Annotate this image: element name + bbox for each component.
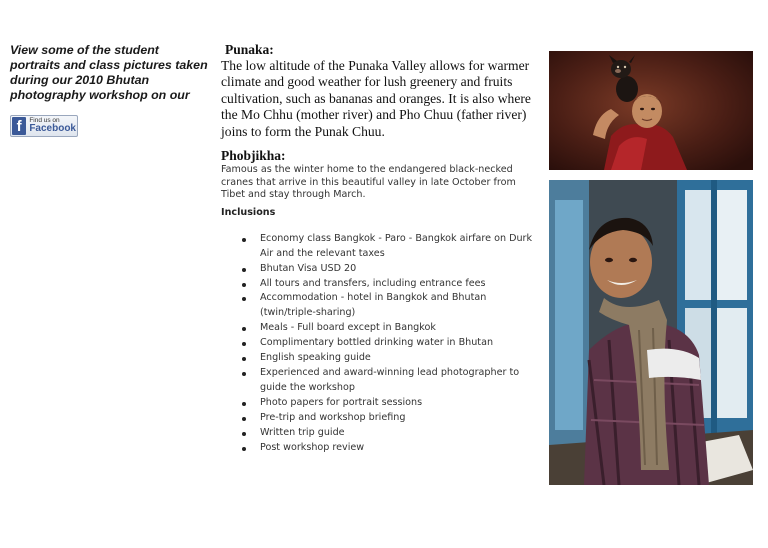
- list-item: Post workshop review: [221, 441, 541, 456]
- list-item: Economy class Bangkok - Paro - Bangkok airfare on Durk Air and the relevant taxes: [221, 232, 541, 262]
- list-item: Experienced and award-winning lead photographer to guide the workshop: [221, 366, 541, 396]
- list-item: Photo papers for portrait sessions: [221, 396, 541, 411]
- student-by-window-photo: [549, 180, 753, 485]
- facebook-f-icon: f: [12, 117, 26, 135]
- facebook-badge-text: [29, 118, 76, 135]
- facebook-find-label: Find us on: [29, 116, 60, 124]
- list-item: Written trip guide: [221, 426, 541, 441]
- list-item: All tours and transfers, including entrance fees: [221, 277, 541, 292]
- inclusions-heading: Inclusions: [221, 206, 276, 218]
- promo-text: View some of the student portraits and class pictures taken during our 2010 Bhutan photography workshop on our: [10, 43, 208, 102]
- list-item: Bhutan Visa USD 20: [221, 262, 541, 277]
- monk-with-puppy-photo: [549, 51, 753, 170]
- facebook-name-label: Facebook: [29, 123, 76, 135]
- punaka-heading: Punaka:: [225, 42, 274, 57]
- punaka-text: The low altitude of the Punaka Valley allows for warmer climate and good weather for lush greenery and fruits cultivation, such as bananas and oranges. It is also where the Mo Chhu (mother river) and Pho Chuu (father river) joins to form the Punak Chuu.: [221, 58, 531, 139]
- inclusions-list: [221, 232, 541, 456]
- sidebar: [10, 43, 222, 137]
- facebook-button[interactable]: [10, 115, 78, 137]
- list-item: Accommodation - hotel in Bangkok and Bhutan (twin/triple-sharing): [221, 291, 541, 321]
- list-item: English speaking guide: [221, 351, 541, 366]
- phobjikha-text: Famous as the winter home to the endangered black-necked cranes that arrive in this beautiful valley in late October from Tibet and stay through March.: [221, 164, 516, 201]
- phobjikha-heading: Phobjikha:: [221, 148, 286, 164]
- main-content: [221, 42, 541, 455]
- list-item: Complimentary bottled drinking water in Bhutan: [221, 336, 541, 351]
- list-item: Pre-trip and workshop briefing: [221, 411, 541, 426]
- list-item: Meals - Full board except in Bangkok: [221, 321, 541, 336]
